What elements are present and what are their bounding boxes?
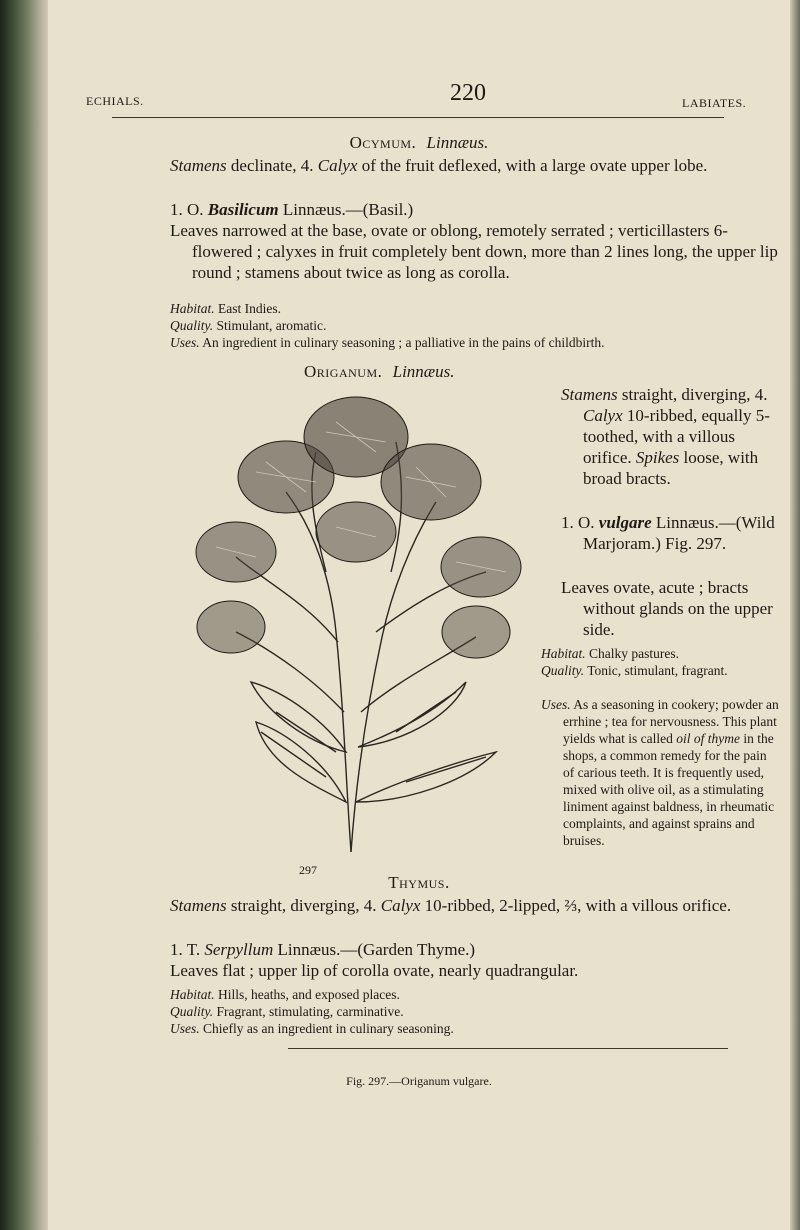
origanum-genus: Origanum.	[304, 362, 383, 381]
header-rule	[112, 117, 724, 118]
thymus-quality-text: Fragrant, stimulating, carminative.	[213, 1004, 404, 1019]
header-right: LABIATES.	[682, 96, 747, 110]
thymus-calyx-label: Calyx	[380, 896, 421, 915]
origanum-uses-label: Uses.	[541, 697, 571, 712]
book-edge-right	[790, 0, 800, 1230]
thymus-characters	[170, 895, 792, 916]
ocymum-calyx-label: Calyx	[317, 156, 358, 175]
thymus-leaves: Leaves flat ; upper lip of corolla ovate, nearly quadrangular.	[170, 961, 579, 980]
origanum-habitat-label: Habitat.	[541, 646, 586, 661]
figure-number: 297	[299, 863, 317, 877]
thymus-species-rest: Linnæus.—(Garden Thyme.)	[273, 940, 476, 959]
origanum-characters	[561, 384, 783, 489]
thymus-species	[170, 939, 770, 960]
ocymum-species-name: Basilicum	[207, 200, 279, 219]
thymus-calyx-text: 10-ribbed, 2-lipped, ⅔, with a villous orifice.	[420, 896, 732, 915]
ocymum-habitat-label: Habitat.	[170, 301, 215, 316]
thymus-species-name: Serpyllum	[204, 940, 274, 959]
ocymum-leaves: Leaves narrowed at the base, ovate or oblong, remotely serrated ; verticillasters 6-flowered ; calyxes in fruit completely bent down, more than 2 lines long, the upper lip round ; stamens about twice as long as corolla.	[170, 221, 778, 282]
origanum-uses-emphasis: oil of thyme	[676, 731, 740, 746]
ocymum-authority: Linnæus.	[426, 133, 489, 152]
origanum-authority: Linnæus.	[392, 362, 455, 381]
footer-rule	[288, 1048, 728, 1049]
ocymum-uses	[170, 334, 780, 351]
origanum-spikes-text: loose, with broad bracts.	[583, 448, 759, 488]
origanum-spikes-label: Spikes	[635, 448, 680, 467]
origanum-uses-text: As a seasoning in cookery; powder an errhine ; tea for nervousness. This plant yields what is called	[563, 697, 779, 746]
thymus-stamens-label: Stamens	[170, 896, 227, 915]
origanum-quality	[541, 662, 781, 679]
origanum-heading	[304, 361, 455, 382]
book-page	[48, 0, 790, 1230]
thymus-species-num: 1. T.	[170, 940, 205, 959]
ocymum-genus: Ocymum.	[349, 133, 417, 152]
origanum-habitat	[541, 645, 781, 662]
origanum-leaves: Leaves ovate, acute ; bracts without glands on the upper side.	[561, 578, 773, 639]
ocymum-habitat-text: East Indies.	[214, 301, 282, 316]
origanum-calyx-text: 10-ribbed, equally 5-toothed, with a villous orifice.	[583, 406, 770, 467]
thymus-uses-text: Chiefly as an ingredient in culinary seasoning.	[199, 1021, 454, 1036]
header-left: ECHIALS.	[86, 94, 144, 108]
ocymum-characters	[170, 155, 792, 176]
ocymum-habitat	[170, 300, 770, 317]
ocymum-species	[170, 199, 770, 220]
figure-caption: Fig. 297.—Origanum vulgare.	[346, 1074, 492, 1088]
origanum-stamens-label: Stamens	[561, 385, 618, 404]
ocymum-calyx-text: of the fruit deflexed, with a large ovate upper lobe.	[357, 156, 708, 175]
ocymum-uses-text: An ingredient in culinary seasoning ; a palliative in the pains of childbirth.	[199, 335, 605, 350]
ocymum-quality-label: Quality.	[170, 318, 214, 333]
thymus-stamens-text: straight, diverging, 4.	[226, 896, 381, 915]
book-binding-left	[0, 0, 48, 1230]
ocymum-species-num: 1. O.	[170, 200, 208, 219]
thymus-quality	[170, 1003, 770, 1020]
origanum-species-rest: Linnæus.—(Wild Marjoram.) Fig. 297.	[583, 513, 775, 553]
thymus-uses-label: Uses.	[170, 1021, 200, 1036]
ocymum-quality-text: Stimulant, aromatic.	[213, 318, 327, 333]
origanum-quality-text: Tonic, stimulant, fragrant.	[584, 663, 728, 678]
origanum-calyx-label: Calyx	[583, 406, 623, 425]
thymus-habitat	[170, 986, 770, 1003]
origanum-uses-end: in the shops, a common remedy for the pain of carious teeth. It is frequently used, mixed with olive oil, as a stimulating liniment against baldness, in rheumatic complaints, and against sprains and bruises.	[563, 731, 775, 848]
thymus-quality-label: Quality.	[170, 1004, 214, 1019]
origanum-species	[561, 512, 783, 554]
origanum-species-name: vulgare	[598, 513, 652, 532]
origanum-illustration	[166, 382, 536, 872]
origanum-uses	[541, 696, 781, 849]
origanum-species-num: 1. O.	[561, 513, 599, 532]
ocymum-stamens-text: declinate, 4.	[226, 156, 318, 175]
ocymum-species-rest: Linnæus.—(Basil.)	[278, 200, 414, 219]
thymus-habitat-text: Hills, heaths, and exposed places.	[214, 987, 400, 1002]
thymus-heading	[48, 872, 790, 893]
thymus-genus: Thymus.	[388, 873, 450, 892]
ocymum-quality	[170, 317, 770, 334]
ocymum-stamens-label: Stamens	[170, 156, 227, 175]
page-number: 220	[450, 80, 486, 106]
ocymum-heading	[48, 132, 790, 153]
origanum-habitat-text: Chalky pastures.	[585, 646, 680, 661]
thymus-habitat-label: Habitat.	[170, 987, 215, 1002]
origanum-quality-label: Quality.	[541, 663, 585, 678]
origanum-stamens-text: straight, diverging, 4.	[617, 385, 768, 404]
plant-engraving	[166, 382, 536, 872]
ocymum-uses-label: Uses.	[170, 335, 200, 350]
thymus-uses	[170, 1020, 770, 1037]
